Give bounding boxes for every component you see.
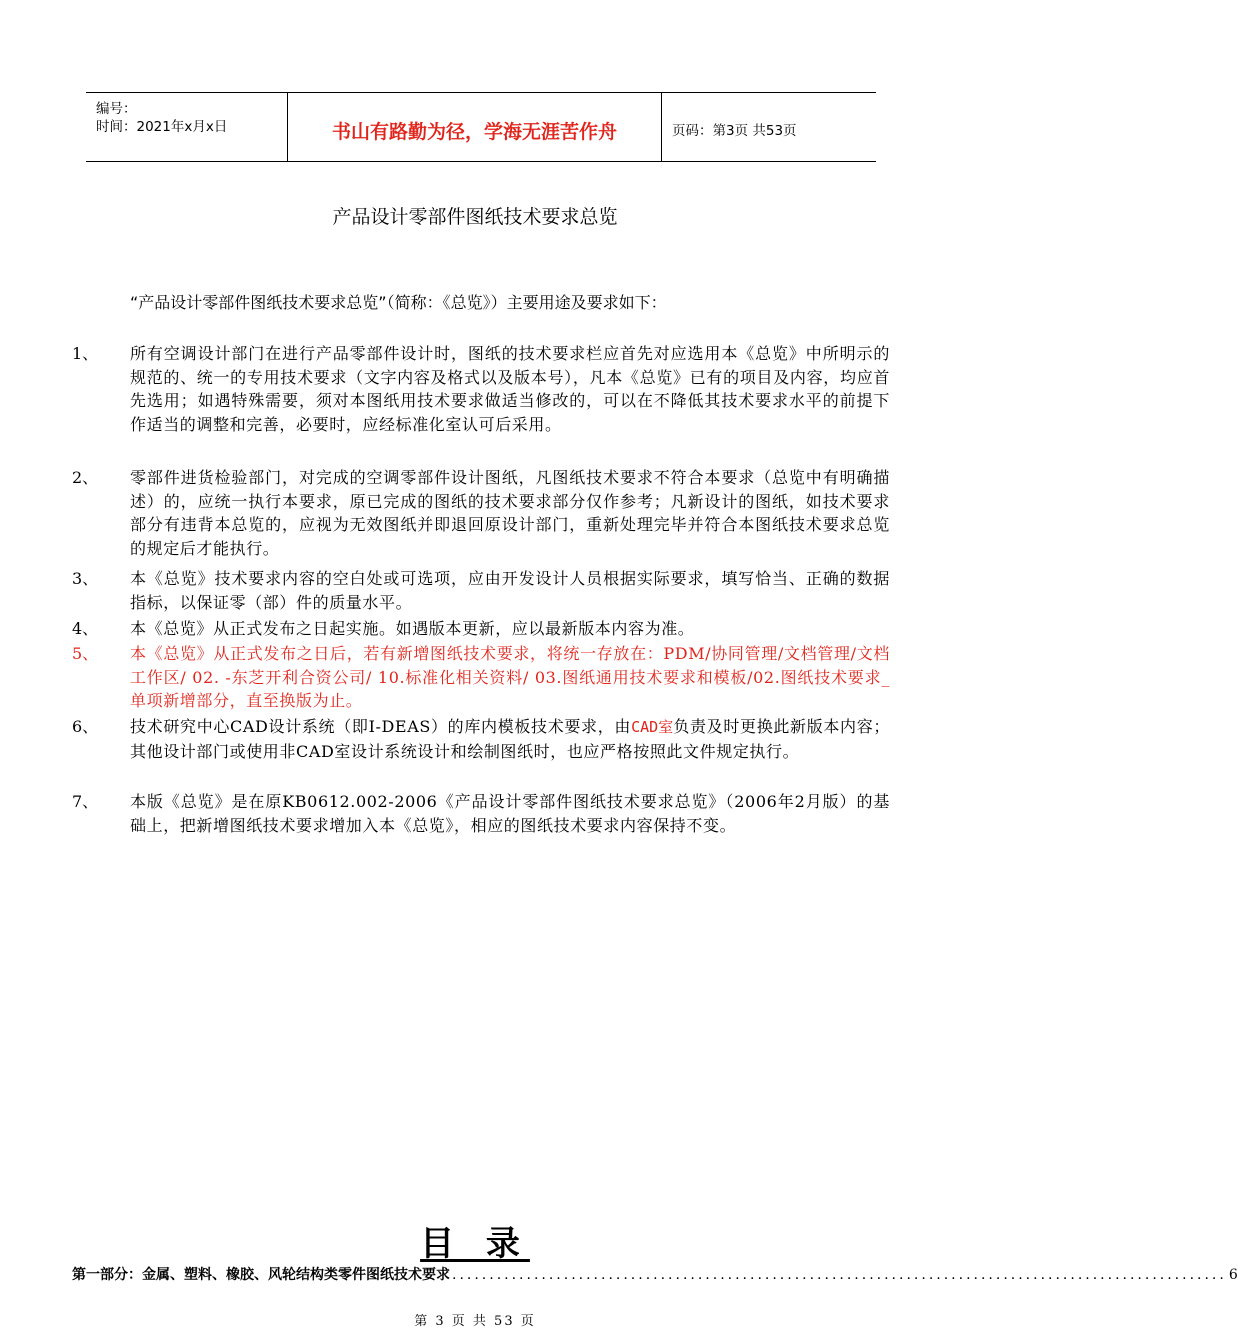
list-item-number: 6、 (72, 717, 99, 736)
list-item-text (130, 715, 890, 763)
list-item-text: 所有空调设计部门在进行产品零部件设计时，图纸的技术要求栏应首先对应选用本《总览》中所明示的规范的、统一的专用技术要求（文字内容及格式以及版本号），凡本《总览》已有的项目及内容，均应首先选用；如遇特殊需要，须对本图纸用技术要求做适当修改的，可以在不降低其技术要求水平的前提下作适当的调整和完善，必要时，应经标准化室认可后采用。 (130, 344, 890, 434)
list-item-text: 本版《总览》是在原KB0612.002-2006《产品设计零部件图纸技术要求总览》（2006年2月版）的基础上，把新增图纸技术要求增加入本《总览》，相应的图纸技术要求内容保持不变。 (130, 792, 890, 835)
list-item-text: 本《总览》从正式发布之日后，若有新增图纸技术要求，将统一存放在：PDM/协同管理/文档管理/文档工作区/ 02. -东芝开利合资公司/ 10.标准化相关资料/ 03.图纸通用技术要求和模板/02.图纸技术要求_单项新增部分，直至换版为止。 (130, 644, 890, 710)
list-item-number: 3、 (72, 569, 99, 588)
list-item-number: 1、 (72, 344, 99, 363)
header-number-label: 编号： (96, 101, 137, 117)
toc-title-text: 目 录 (420, 1224, 530, 1264)
page-footer: 第 3 页 共 53 页 (414, 1314, 536, 1329)
list-item-number: 7、 (72, 792, 99, 811)
list-item-text-part: 负责及时更换此新版本内容；其他设计部门或使用非CAD室设计系统设计和绘制图纸时，也应严格按照此文件规定执行。 (130, 717, 891, 761)
list-item-number: 5、 (72, 644, 99, 663)
toc-leader-dots: ........................................................................................................ (452, 1267, 1227, 1283)
toc-entry[interactable] (72, 1264, 1238, 1286)
list-item-text: 零部件进货检验部门，对完成的空调零部件设计图纸，凡图纸技术要求不符合本要求（总览中有明确描述）的，应统一执行本要求，原已完成的图纸的技术要求部分仅作参考；凡新设计的图纸，如技术要求部分有违背本总览的，应视为无效图纸并即退回原设计部门，重新处理完毕并符合本图纸技术要求总览的规定后才能执行。 (130, 468, 890, 558)
list-item-text-part: 技术研究中心CAD设计系统（即I-DEAS）的库内模板技术要求，由 (130, 717, 632, 736)
toc-entry-label: 第一部分：金属、塑料、橡胶、风轮结构类零件图纸技术要求 (72, 1267, 450, 1283)
header-page-code: 页码：第3页 共53页 (672, 123, 797, 139)
list-item-text: 本《总览》从正式发布之日起实施。如遇版本更新，应以最新版本内容为准。 (130, 619, 695, 638)
header-meta-cell (86, 93, 288, 161)
header-time-label: 时间：2021年x月x日 (96, 119, 228, 135)
cad-room-highlight: CAD室 (631, 718, 674, 736)
header-motto-cell (288, 93, 662, 161)
document-title: 产品设计零部件图纸技术要求总览 (332, 206, 618, 228)
header-motto: 书山有路勤为径，学海无涯苦作舟 (331, 121, 617, 143)
list-item-number: 4、 (72, 619, 99, 638)
toc-title (0, 1216, 950, 1265)
list-item-number: 2、 (72, 468, 99, 487)
header-page-cell (662, 93, 876, 161)
toc-entry-page: 6 (1228, 1267, 1238, 1283)
document-intro: “产品设计零部件图纸技术要求总览”（简称：《总览》）主要用途及要求如下： (130, 293, 667, 312)
list-item-text: 本《总览》技术要求内容的空白处或可选项，应由开发设计人员根据实际要求，填写恰当、正确的数据指标，以保证零（部）件的质量水平。 (130, 569, 890, 612)
page-header (86, 92, 876, 162)
